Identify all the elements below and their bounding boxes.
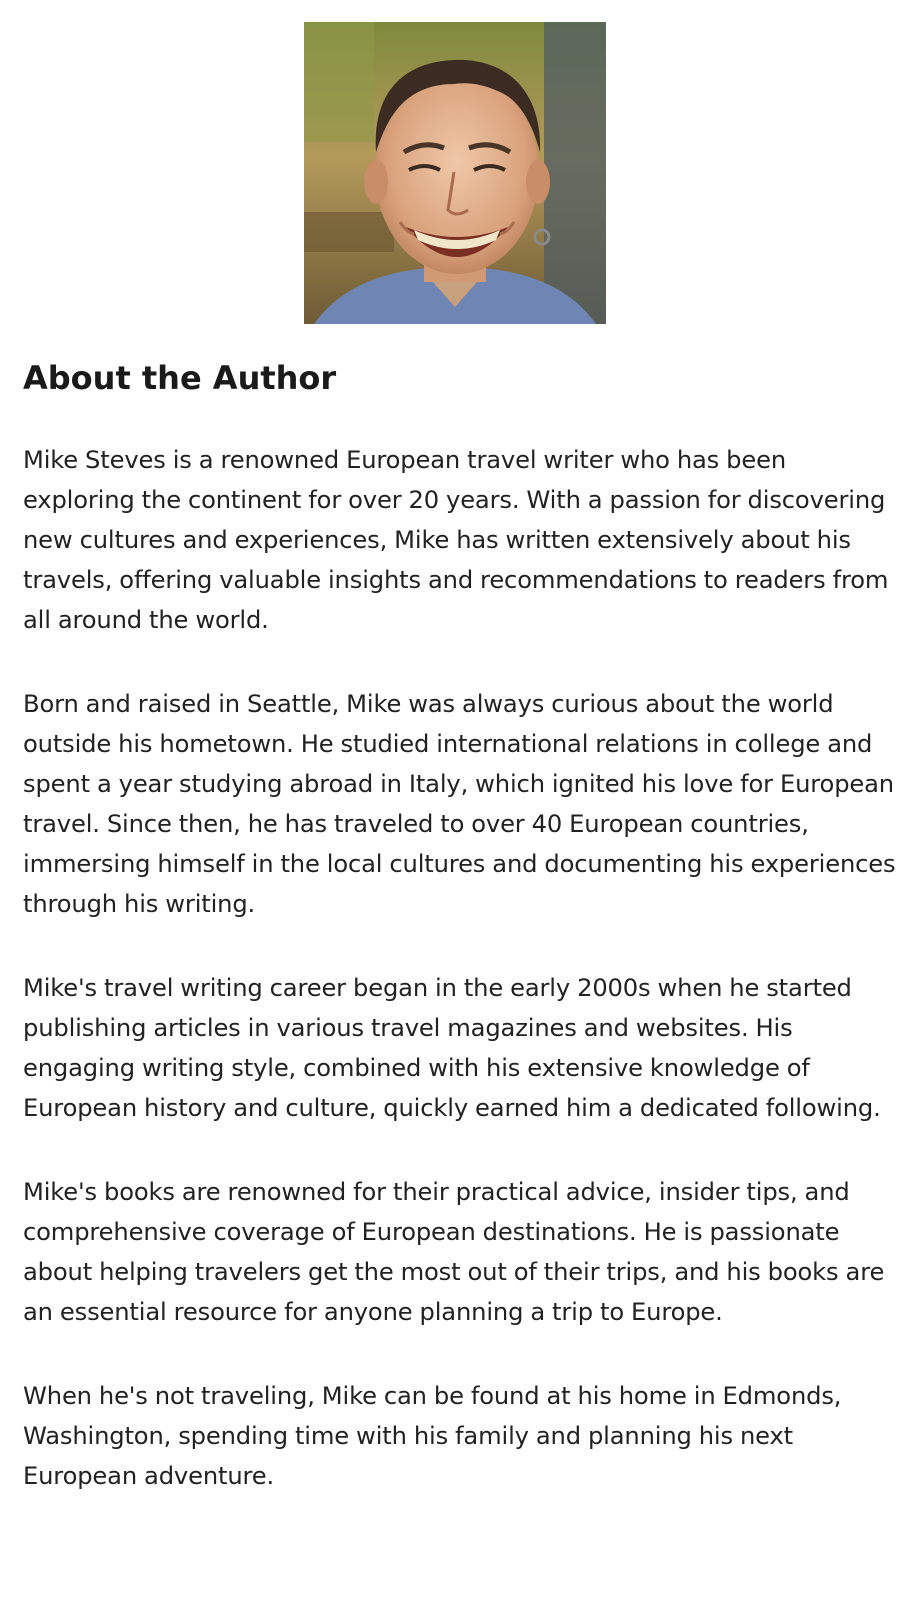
author-photo [304,22,606,324]
bio-paragraph: Mike's travel writing career began in the early 2000s when he started publishing articles in various travel magazines and websites. His engaging writing style, combined with his extensive knowledge of European history and culture, quickly earned him a dedicated following. [23,974,881,1122]
bio-paragraph: Mike's books are renowned for their practical advice, insider tips, and comprehensive coverage of European destinations. He is passionate about helping travelers get the most out of their trips, and his books are an essential resource for anyone planning a trip to Europe. [23,1178,885,1326]
about-author-section [23,356,898,1496]
section-title: About the Author [23,359,337,397]
bio-paragraph: Mike Steves is a renowned European travel writer who has been exploring the continent for over 20 years. With a passion for discovering new cultures and experiences, Mike has written extensively about his travels, offering valuable insights and recommendations to readers from all around the world. [23,446,889,634]
author-portrait-photo-icon [304,22,606,324]
bio-paragraph: Born and raised in Seattle, Mike was always curious about the world outside his hometown. He studied international relations in college and spent a year studying abroad in Italy, which ignited his love for European travel. Since then, he has traveled to over 40 European countries, immersing himself in the local cultures and documenting his experiences through his writing. [23,690,896,918]
bio-paragraph: When he's not traveling, Mike can be found at his home in Edmonds, Washington, spending time with his family and planning his next European adventure. [23,1382,842,1490]
